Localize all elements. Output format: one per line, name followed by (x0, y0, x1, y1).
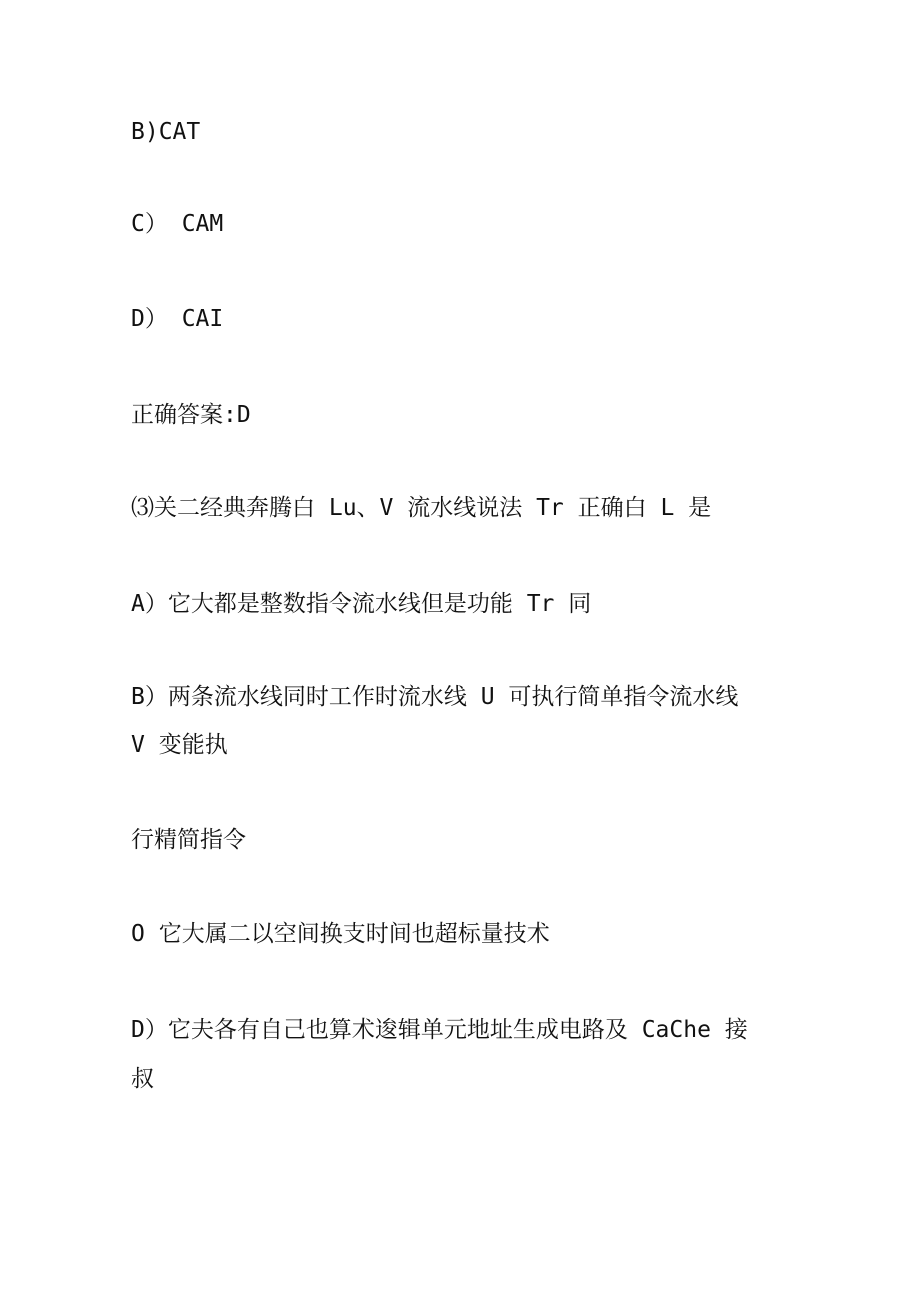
option-c-line: C） CAM (131, 211, 224, 237)
answer-c-line: O 它大属二以空间换支时间也超标量技术 (131, 921, 550, 947)
answer-b-line-3: 行精简指令 (131, 827, 246, 853)
answer-d-line-2: 叔 (131, 1066, 154, 1092)
option-b-line: B)CAT (131, 119, 201, 145)
option-d-line: D） CAI (131, 306, 224, 332)
answer-a-line: A）它大都是整数指令流水线但是功能 Tr 同 (131, 591, 592, 617)
answer-b-line-2: V 变能执 (131, 732, 228, 758)
correct-answer-line: 正确答案:D (131, 402, 251, 428)
answer-b-line-1: B）两条流水线同时工作时流水线 U 可执行简单指令流水线 (131, 684, 739, 710)
question-3-line: ⑶关二经典奔腾白 Lu、V 流水线说法 Tr 正确白 L 是 (131, 495, 712, 521)
answer-d-line-1: D）它夫各有自己也算术逡辑单元地址生成电路及 CaChe 接 (131, 1017, 748, 1043)
